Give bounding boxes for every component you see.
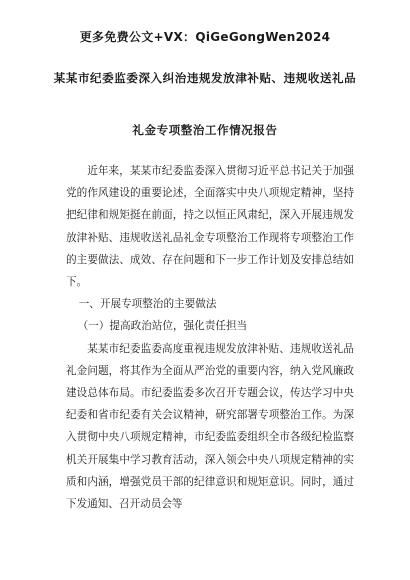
document-title-line1: 某某市纪委监委深入纠治违规发放津补贴、违规收送礼品 xyxy=(53,71,357,85)
subsection-heading: （一）提高政治站位，强化责任担当 xyxy=(77,320,248,333)
body-paragraph: 某某市纪委监委高度重视违规发放津补贴、违规收送礼品礼金问题，将其作为全面从严治党的重要内容，纳入党风廉政建设总体布局。市纪委监委多次召开专题会议，传达学习中央纪委和省市纪委有关会议精神，研究部署专项整治工作。为深入贯彻中央八项规定精神，市纪委监委组织全市各级纪检监察机关开展集中学习教育活动，深入领会中央八项规定精神的实质和内涵，增强党员干部的纪律意识和规矩意识。同时，通过下发通知、召开动员会等 xyxy=(66,342,354,511)
promo-banner: 更多免费公文+VX：QiGeGongWen2024 xyxy=(79,30,331,44)
document-title-line2: 礼金专项整治工作情况报告 xyxy=(132,123,278,137)
section-heading: 一、开展专项整治的主要做法 xyxy=(78,298,217,311)
intro-paragraph: 近年来，某某市纪委监委深入贯彻习近平总书记关于加强党的作风建设的重要论述，全面落实中央八项规定精神，坚持把纪律和规矩挺在前面，持之以恒正风肃纪，深入开展违规发放津补贴、违规收送礼品礼金专项整治工作现将专项整治工作的主要做法、成效、存在问题和下一步工作计划及安排总结如下。 xyxy=(66,165,354,289)
document-body xyxy=(66,160,354,515)
